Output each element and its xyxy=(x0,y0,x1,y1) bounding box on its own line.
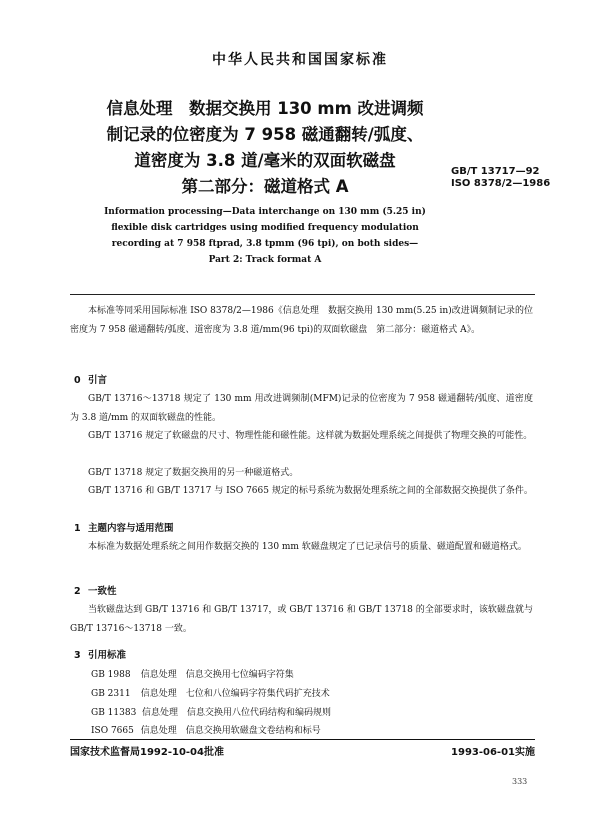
iso-code: ISO 8378/2—1986 xyxy=(451,178,551,189)
approval-date: 国家技术监督局1992-10-04批准 xyxy=(70,747,224,758)
section-number: 3 xyxy=(74,650,81,661)
effective-date: 1993-06-01实施 xyxy=(451,747,535,758)
section-title: 引用标准 xyxy=(88,650,127,661)
section-1-para-1: 本标准为数据处理系统之间用作数据交换的 130 mm 软磁盘规定了已记录信号的质量、磁道配置和磁道格式。 xyxy=(88,542,527,552)
section-number: 1 xyxy=(74,523,81,534)
section-0-para-1: GB/T 13716～13718 规定了 130 mm 用改进调频制(MFM)记录的位密度为 7 958 磁通翻转/弧度、道密度为 3.8 道/mm 的双面软磁盘的性能。 xyxy=(70,394,533,423)
national-standard-header: 中华人民共和国国家标准 xyxy=(212,52,388,68)
intro-paragraph: 本标准等同采用国际标准 ISO 8378/2—1986《信息处理 数据交换用 130 mm(5.25 in)改进调频制记录的位密度为 7 958 磁通翻转/弧度、道密度为 3.8 道/mm(96 tpi)的双面软磁盘 第二部分：磁道格式 A》。 xyxy=(70,306,533,335)
title-en-line-1: Information processing—Data interchange on 130 mm (5.25 in) xyxy=(104,207,426,217)
footer-divider xyxy=(70,739,535,740)
title-cn-line-2: 制记录的位密度为 7 958 磁通翻转/弧度、 xyxy=(106,125,424,144)
standard-codes xyxy=(451,166,550,190)
section-1-heading xyxy=(74,520,174,534)
title-en-line-2: flexible disk cartridges using modified frequency modulation xyxy=(111,223,419,233)
section-0-heading xyxy=(74,372,107,386)
reference-title: 信息处理 七位和八位编码字符集代码扩充技术 xyxy=(140,689,330,699)
section-3-heading xyxy=(74,647,126,661)
reference-row xyxy=(91,705,331,718)
reference-title: 信息处理 信息交换用八位代码结构和编码规则 xyxy=(142,708,332,718)
section-title: 引言 xyxy=(88,375,108,386)
reference-row xyxy=(91,686,330,699)
section-number: 2 xyxy=(74,586,81,597)
section-0-para-4: GB/T 13716 和 GB/T 13717 与 ISO 7665 规定的标号系统为数据处理系统之间的全部数据交换提供了条件。 xyxy=(88,486,533,496)
section-2-heading xyxy=(74,583,117,597)
reference-title: 信息处理 信息交换用七位编码字符集 xyxy=(140,670,294,680)
title-cn-line-3: 道密度为 3.8 道/毫米的双面软磁盘 xyxy=(134,151,396,170)
title-cn-line-4: 第二部分：磁道格式 A xyxy=(181,177,349,196)
reference-code: GB 2311 xyxy=(91,689,131,699)
section-number: 0 xyxy=(74,375,81,386)
reference-code: ISO 7665 xyxy=(91,726,134,736)
title-cn-line-1: 信息处理 数据交换用 130 mm 改进调频 xyxy=(106,99,424,118)
section-0-para-3: GB/T 13718 规定了数据交换用的另一种磁道格式。 xyxy=(88,468,299,478)
section-title: 一致性 xyxy=(88,586,117,597)
gb-code: GB/T 13717—92 xyxy=(451,166,540,177)
title-divider xyxy=(70,294,535,295)
title-en-line-4: Part 2: Track format A xyxy=(208,255,322,265)
section-2-para-1: 当软磁盘达到 GB/T 13716 和 GB/T 13717，或 GB/T 13716 和 GB/T 13718 的全部要求时，该软磁盘就与 GB/T 13716～13718 一致。 xyxy=(70,605,533,634)
reference-row xyxy=(91,667,294,680)
section-0-para-2: GB/T 13716 规定了软磁盘的尺寸、物理性能和磁性能。这样就为数据处理系统之间提供了物理交换的可能性。 xyxy=(88,431,533,441)
reference-title: 信息处理 信息交换用软磁盘文卷结构和标号 xyxy=(140,726,321,736)
reference-row xyxy=(91,723,321,736)
title-en-line-3: recording at 7 958 ftprad, 3.8 tpmm (96 tpi), on both sides— xyxy=(111,239,419,249)
reference-code: GB 1988 xyxy=(91,670,131,680)
section-title: 主题内容与适用范围 xyxy=(88,523,174,534)
page-number: 333 xyxy=(512,777,528,786)
reference-code: GB 11383 xyxy=(91,708,137,718)
